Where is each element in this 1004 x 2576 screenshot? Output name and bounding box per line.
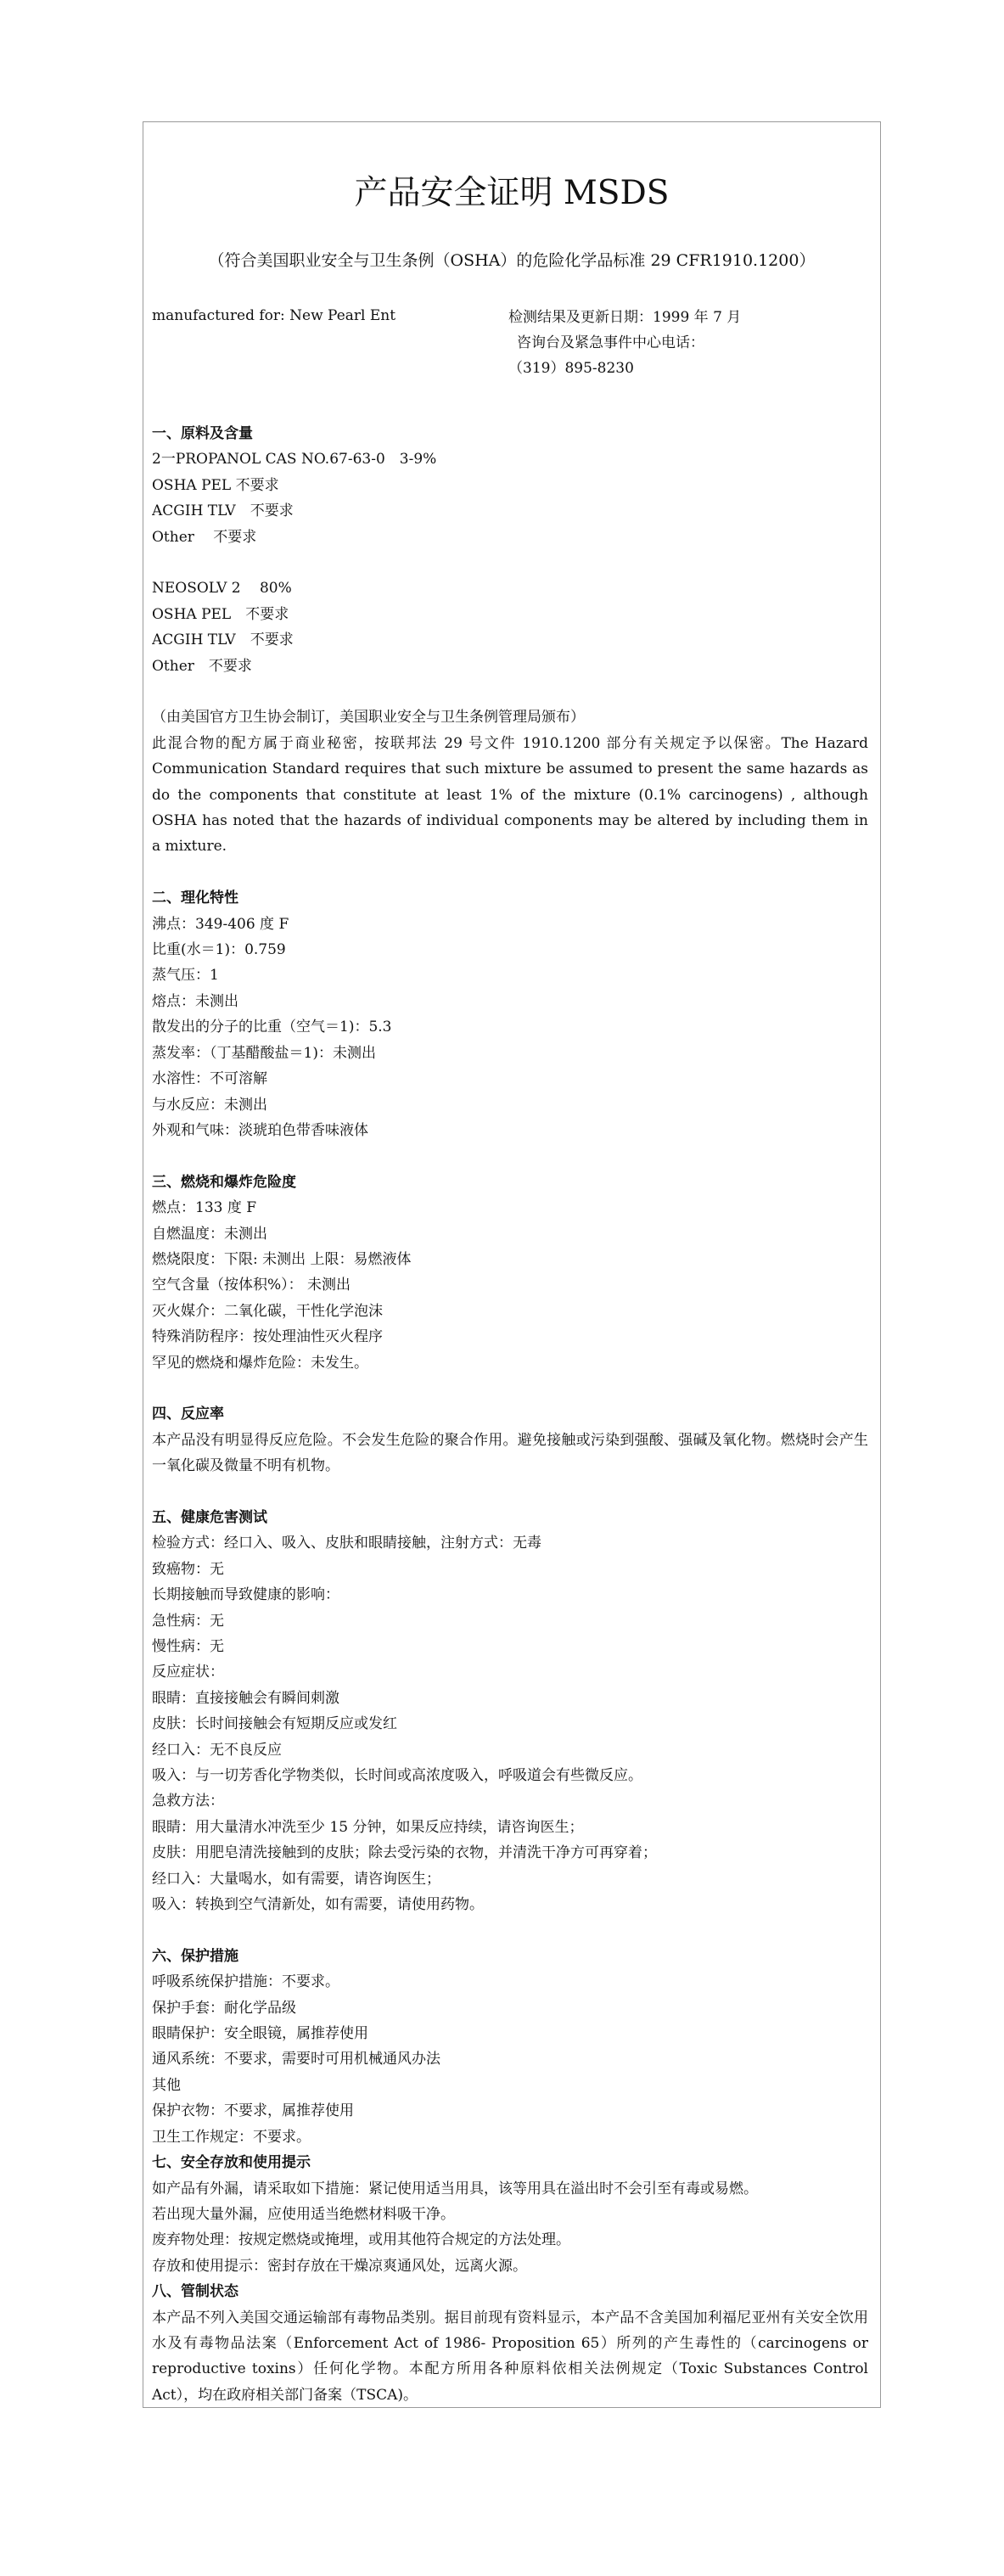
property-line: 与水反应：未测出 xyxy=(152,1096,267,1114)
ingredient-line: Other 不要求 xyxy=(152,528,257,546)
health-line: 慢性病：无 xyxy=(152,1638,224,1655)
storage-line: 如产品有外漏，请采取如下措施：紧记使用适当用具，该等用具在溢出时不会引至有毒或易燃。 xyxy=(152,2180,758,2197)
section-title: 一、原料及含量 xyxy=(152,425,253,442)
health-line: 检验方式：经口入、吸入、皮肤和眼睛接触，注射方式：无毒 xyxy=(152,1535,541,1552)
manufactured-for: manufactured for: New Pearl Ent xyxy=(152,307,396,324)
ingredient-line: OSHA PEL 不要求 xyxy=(152,476,279,494)
document-subtitle: （符合美国职业安全与卫生条例（OSHA）的危险化学品标准 29 CFR1910.1200） xyxy=(208,251,816,270)
phone-number: （319）895-8230 xyxy=(508,360,634,377)
property-line: 外观和气味：淡琥珀色带香味液体 xyxy=(152,1121,368,1139)
section-title: 五、健康危害测试 xyxy=(152,1508,267,1526)
consult-label: 咨询台及紧急事件中心电话： xyxy=(517,334,704,351)
document-body xyxy=(152,421,868,2408)
section-title: 七、安全存放和使用提示 xyxy=(152,2154,311,2172)
property-line: 水溶性：不可溶解 xyxy=(152,1070,267,1088)
fire-line: 自燃温度：未测出 xyxy=(152,1225,267,1243)
protection-line: 眼睛保护：安全眼镜，属推荐使用 xyxy=(152,2025,368,2043)
section-title: 六、保护措施 xyxy=(152,1947,238,1965)
health-line: 皮肤：长时间接触会有短期反应或发红 xyxy=(152,1715,397,1733)
section-title: 二、理化特性 xyxy=(152,890,238,907)
msds-sheet xyxy=(143,121,881,2408)
test-date: 检测结果及更新日期：1999 年 7 月 xyxy=(508,309,742,326)
protection-line: 通风系统：不要求，需要时可用机械通风办法 xyxy=(152,2051,440,2068)
property-line: 蒸发率：（丁基醋酸盐＝1)：未测出 xyxy=(152,1044,376,1062)
health-line: 致癌物：无 xyxy=(152,1560,224,1578)
protection-line: 保护衣物：不要求，属推荐使用 xyxy=(152,2102,354,2120)
health-line: 经口入：大量喝水，如有需要，请咨询医生； xyxy=(152,1870,440,1888)
health-line: 吸入：转换到空气清新处，如有需要，请使用药物。 xyxy=(152,1896,484,1914)
fire-line: 特殊消防程序：按处理油性灭火程序 xyxy=(152,1328,383,1346)
section-title: 四、反应率 xyxy=(152,1406,224,1423)
storage-line: 废弃物处理：按规定燃烧或掩埋，或用其他符合规定的方法处理。 xyxy=(152,2231,570,2249)
contact-block xyxy=(508,305,741,381)
fire-line: 燃点：133 度 F xyxy=(152,1199,257,1217)
ingredient-line: OSHA PEL 不要求 xyxy=(152,605,289,623)
storage-line: 若出现大量外漏，应使用适当绝燃材料吸干净。 xyxy=(152,2205,455,2223)
property-line: 散发出的分子的比重（空气＝1)：5.3 xyxy=(152,1019,392,1036)
protection-line: 呼吸系统保护措施：不要求。 xyxy=(152,1973,339,1991)
note-paragraph: 此混合物的配方属于商业秘密，按联邦法 29 号文件 1910.1200 部分有关规定予以保密。The Hazard Communication Standard requires that such mixture be assumed to present the same hazards as do the components that constitute at least 1% of the mixture (0.1% carcinogens) , although OSHA has noted that the hazards of individual components may be altered by including them in a mixture. xyxy=(152,734,868,856)
health-line: 反应症状： xyxy=(152,1664,224,1681)
fire-line: 燃烧限度：下限: 未测出 上限：易燃液体 xyxy=(152,1250,412,1268)
regulatory-paragraph: 本产品不列入美国交通运输部有毒物品类别。据目前现有资料显示，本产品不含美国加利福尼亚州有关安全饮用水及有毒物品法案（Enforcement Act of 1986- Proposition 65）所列的产生毒性的（carcinogens or reproductive toxins）任何化学物。本配方所用各种原料依相关法例规定（Toxic Substances Control Act），均在政府相关部门备案（TSCA)。 xyxy=(152,2309,868,2404)
protection-line: 卫生工作规定：不要求。 xyxy=(152,2128,311,2146)
fire-line: 空气含量（按体积%）： 未测出 xyxy=(152,1277,351,1294)
ingredient-line: 2一PROPANOL CAS NO.67-63-0 3-9% xyxy=(152,451,437,469)
fire-line: 灭火媒介：二氧化碳，干性化学泡沫 xyxy=(152,1302,383,1320)
ingredient-line: ACGIH TLV 不要求 xyxy=(152,502,294,520)
health-line: 经口入：无不良反应 xyxy=(152,1741,282,1759)
property-line: 比重(水＝1)：0.759 xyxy=(152,941,286,959)
property-line: 蒸气压：1 xyxy=(152,967,219,985)
health-line: 吸入：与一切芳香化学物类似，长时间或高浓度吸入，呼吸道会有些微反应。 xyxy=(152,1767,642,1785)
property-line: 熔点：未测出 xyxy=(152,992,238,1010)
ingredient-line: Other 不要求 xyxy=(152,657,252,675)
property-line: 沸点：349-406 度 F xyxy=(152,915,289,933)
health-line: 皮肤：用肥皂清洗接触到的皮肤；除去受污染的衣物，并清洗干净方可再穿着； xyxy=(152,1844,657,1862)
fire-line: 罕见的燃烧和爆炸危险：未发生。 xyxy=(152,1354,368,1372)
section-title: 三、燃烧和爆炸危险度 xyxy=(152,1173,296,1191)
reactivity-paragraph: 本产品没有明显得反应危险。不会发生危险的聚合作用。避免接触或污染到强酸、强碱及氧化物。燃烧时会产生一氧化碳及微量不明有机物。 xyxy=(152,1431,868,1475)
document-title: 产品安全证明 MSDS xyxy=(354,174,670,212)
health-line: 长期接触而导致健康的影响： xyxy=(152,1586,339,1604)
section-title: 八、管制状态 xyxy=(152,2283,238,2301)
ingredient-line: NEOSOLV 2 80% xyxy=(152,580,292,598)
storage-line: 存放和使用提示：密封存放在干燥凉爽通风处，远离火源。 xyxy=(152,2257,527,2275)
health-line: 眼睛：用大量清水冲洗至少 15 分钟，如果反应持续，请咨询医生； xyxy=(152,1818,584,1836)
protection-line: 其他 xyxy=(152,2076,181,2094)
ingredient-line: ACGIH TLV 不要求 xyxy=(152,631,294,649)
protection-line: 保护手套：耐化学品级 xyxy=(152,1999,296,2017)
note-heading: （由美国官方卫生协会制订，美国职业安全与卫生条例管理局颁布） xyxy=(152,709,585,727)
health-line: 眼睛：直接接触会有瞬间刺激 xyxy=(152,1689,339,1707)
health-line: 急性病：无 xyxy=(152,1612,224,1630)
health-line: 急救方法： xyxy=(152,1793,224,1810)
